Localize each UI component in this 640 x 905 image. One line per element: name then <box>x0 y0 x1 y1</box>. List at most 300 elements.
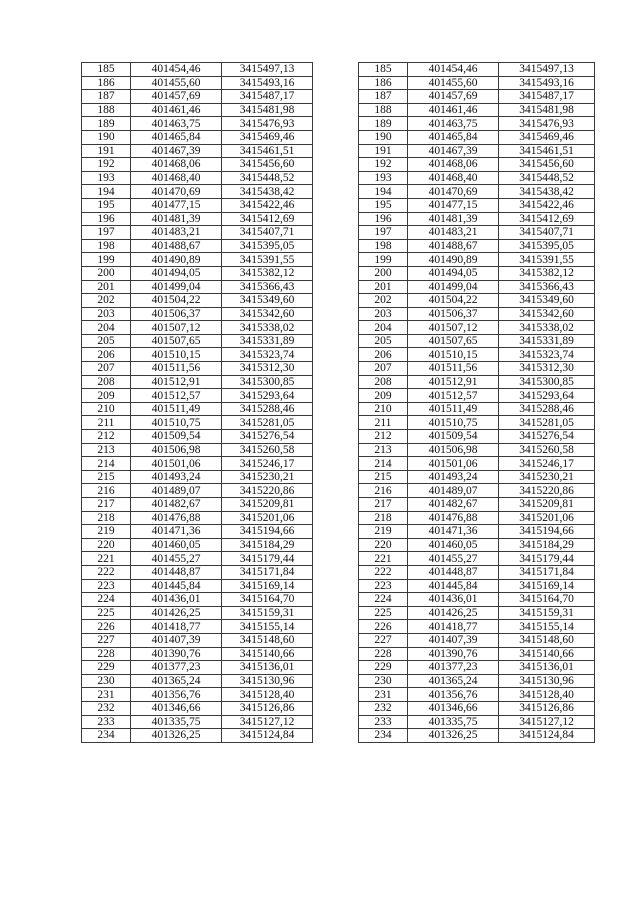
table-row <box>82 212 595 226</box>
right-x-coordinate: 401454,46 <box>408 63 499 77</box>
left-x-coordinate: 401455,60 <box>131 76 222 90</box>
right-x-coordinate: 401476,88 <box>408 511 499 525</box>
left-x-coordinate: 401468,40 <box>131 171 222 185</box>
left-x-coordinate: 401488,67 <box>131 239 222 253</box>
right-x-coordinate: 401494,05 <box>408 266 499 280</box>
right-y-coordinate: 3415476,93 <box>499 117 595 131</box>
column-gap <box>313 158 359 172</box>
right-x-coordinate: 401489,07 <box>408 484 499 498</box>
left-y-coordinate: 3415140,66 <box>222 647 313 661</box>
left-point-number: 234 <box>82 729 131 743</box>
right-point-number: 186 <box>359 76 408 90</box>
right-y-coordinate: 3415438,42 <box>499 185 595 199</box>
table-row <box>82 606 595 620</box>
left-point-number: 185 <box>82 63 131 77</box>
column-gap <box>313 688 359 702</box>
right-point-number: 197 <box>359 226 408 240</box>
column-gap <box>313 729 359 743</box>
left-point-number: 227 <box>82 633 131 647</box>
right-x-coordinate: 401499,04 <box>408 280 499 294</box>
left-y-coordinate: 3415481,98 <box>222 103 313 117</box>
left-y-coordinate: 3415412,69 <box>222 212 313 226</box>
column-gap <box>313 280 359 294</box>
left-y-coordinate: 3415487,17 <box>222 90 313 104</box>
left-y-coordinate: 3415448,52 <box>222 171 313 185</box>
right-x-coordinate: 401493,24 <box>408 470 499 484</box>
column-gap <box>313 443 359 457</box>
column-gap <box>313 701 359 715</box>
column-gap <box>313 525 359 539</box>
right-y-coordinate: 3415184,29 <box>499 538 595 552</box>
left-y-coordinate: 3415230,21 <box>222 470 313 484</box>
right-x-coordinate: 401468,40 <box>408 171 499 185</box>
right-point-number: 187 <box>359 90 408 104</box>
table-row <box>82 701 595 715</box>
column-gap <box>313 674 359 688</box>
right-point-number: 193 <box>359 171 408 185</box>
right-point-number: 189 <box>359 117 408 131</box>
right-y-coordinate: 3415300,85 <box>499 375 595 389</box>
left-y-coordinate: 3415159,31 <box>222 606 313 620</box>
table-row <box>82 198 595 212</box>
left-point-number: 230 <box>82 674 131 688</box>
right-x-coordinate: 401455,60 <box>408 76 499 90</box>
column-gap <box>313 253 359 267</box>
left-point-number: 203 <box>82 307 131 321</box>
left-point-number: 191 <box>82 144 131 158</box>
right-y-coordinate: 3415260,58 <box>499 443 595 457</box>
right-y-coordinate: 3415276,54 <box>499 430 595 444</box>
left-point-number: 192 <box>82 158 131 172</box>
left-x-coordinate: 401426,25 <box>131 606 222 620</box>
left-x-coordinate: 401461,46 <box>131 103 222 117</box>
right-point-number: 208 <box>359 375 408 389</box>
table-row <box>82 579 595 593</box>
left-point-number: 231 <box>82 688 131 702</box>
right-point-number: 201 <box>359 280 408 294</box>
left-point-number: 223 <box>82 579 131 593</box>
left-y-coordinate: 3415201,06 <box>222 511 313 525</box>
table-row <box>82 620 595 634</box>
left-point-number: 197 <box>82 226 131 240</box>
right-y-coordinate: 3415349,60 <box>499 294 595 308</box>
table-row <box>82 171 595 185</box>
right-point-number: 217 <box>359 498 408 512</box>
right-y-coordinate: 3415338,02 <box>499 321 595 335</box>
right-y-coordinate: 3415127,12 <box>499 715 595 729</box>
right-x-coordinate: 401390,76 <box>408 647 499 661</box>
right-y-coordinate: 3415407,71 <box>499 226 595 240</box>
column-gap <box>313 212 359 226</box>
right-point-number: 221 <box>359 552 408 566</box>
table-row <box>82 253 595 267</box>
left-y-coordinate: 3415184,29 <box>222 538 313 552</box>
right-y-coordinate: 3415159,31 <box>499 606 595 620</box>
left-point-number: 193 <box>82 171 131 185</box>
left-x-coordinate: 401507,12 <box>131 321 222 335</box>
right-x-coordinate: 401445,84 <box>408 579 499 593</box>
left-y-coordinate: 3415127,12 <box>222 715 313 729</box>
right-x-coordinate: 401326,25 <box>408 729 499 743</box>
table-row <box>82 729 595 743</box>
left-y-coordinate: 3415276,54 <box>222 430 313 444</box>
right-y-coordinate: 3415126,86 <box>499 701 595 715</box>
left-point-number: 232 <box>82 701 131 715</box>
right-point-number: 198 <box>359 239 408 253</box>
column-gap <box>313 511 359 525</box>
left-point-number: 224 <box>82 593 131 607</box>
right-point-number: 207 <box>359 362 408 376</box>
left-point-number: 211 <box>82 416 131 430</box>
right-y-coordinate: 3415422,46 <box>499 198 595 212</box>
left-point-number: 220 <box>82 538 131 552</box>
left-y-coordinate: 3415246,17 <box>222 457 313 471</box>
left-y-coordinate: 3415331,89 <box>222 334 313 348</box>
right-point-number: 227 <box>359 633 408 647</box>
table-row <box>82 552 595 566</box>
table-row <box>82 130 595 144</box>
left-x-coordinate: 401477,15 <box>131 198 222 212</box>
right-x-coordinate: 401506,37 <box>408 307 499 321</box>
right-y-coordinate: 3415469,46 <box>499 130 595 144</box>
right-point-number: 230 <box>359 674 408 688</box>
right-point-number: 231 <box>359 688 408 702</box>
column-gap <box>313 593 359 607</box>
left-x-coordinate: 401506,37 <box>131 307 222 321</box>
table-row <box>82 294 595 308</box>
left-x-coordinate: 401504,22 <box>131 294 222 308</box>
left-x-coordinate: 401470,69 <box>131 185 222 199</box>
left-y-coordinate: 3415493,16 <box>222 76 313 90</box>
table-row <box>82 144 595 158</box>
table-row <box>82 117 595 131</box>
right-y-coordinate: 3415171,84 <box>499 565 595 579</box>
table-row <box>82 63 595 77</box>
left-point-number: 194 <box>82 185 131 199</box>
left-x-coordinate: 401481,39 <box>131 212 222 226</box>
table-row <box>82 565 595 579</box>
left-x-coordinate: 401448,87 <box>131 565 222 579</box>
right-x-coordinate: 401511,56 <box>408 362 499 376</box>
left-y-coordinate: 3415220,86 <box>222 484 313 498</box>
table-row <box>82 416 595 430</box>
right-y-coordinate: 3415230,21 <box>499 470 595 484</box>
column-gap <box>313 484 359 498</box>
right-y-coordinate: 3415391,55 <box>499 253 595 267</box>
right-y-coordinate: 3415493,16 <box>499 76 595 90</box>
left-y-coordinate: 3415438,42 <box>222 185 313 199</box>
right-point-number: 220 <box>359 538 408 552</box>
column-gap <box>313 606 359 620</box>
column-gap <box>313 266 359 280</box>
left-y-coordinate: 3415126,86 <box>222 701 313 715</box>
left-point-number: 204 <box>82 321 131 335</box>
right-y-coordinate: 3415448,52 <box>499 171 595 185</box>
left-y-coordinate: 3415407,71 <box>222 226 313 240</box>
left-x-coordinate: 401454,46 <box>131 63 222 77</box>
left-y-coordinate: 3415461,51 <box>222 144 313 158</box>
left-x-coordinate: 401326,25 <box>131 729 222 743</box>
right-y-coordinate: 3415497,13 <box>499 63 595 77</box>
left-x-coordinate: 401493,24 <box>131 470 222 484</box>
left-y-coordinate: 3415128,40 <box>222 688 313 702</box>
left-y-coordinate: 3415130,96 <box>222 674 313 688</box>
column-gap <box>313 362 359 376</box>
left-point-number: 218 <box>82 511 131 525</box>
column-gap <box>313 457 359 471</box>
right-point-number: 222 <box>359 565 408 579</box>
left-y-coordinate: 3415497,13 <box>222 63 313 77</box>
column-gap <box>313 348 359 362</box>
left-y-coordinate: 3415366,43 <box>222 280 313 294</box>
column-gap <box>313 538 359 552</box>
right-point-number: 195 <box>359 198 408 212</box>
right-y-coordinate: 3415382,12 <box>499 266 595 280</box>
table-row <box>82 334 595 348</box>
table-row <box>82 239 595 253</box>
right-y-coordinate: 3415155,14 <box>499 620 595 634</box>
left-point-number: 205 <box>82 334 131 348</box>
left-x-coordinate: 401356,76 <box>131 688 222 702</box>
left-point-number: 190 <box>82 130 131 144</box>
left-x-coordinate: 401494,05 <box>131 266 222 280</box>
right-y-coordinate: 3415194,66 <box>499 525 595 539</box>
left-y-coordinate: 3415164,70 <box>222 593 313 607</box>
right-point-number: 202 <box>359 294 408 308</box>
right-point-number: 218 <box>359 511 408 525</box>
left-point-number: 222 <box>82 565 131 579</box>
left-y-coordinate: 3415323,74 <box>222 348 313 362</box>
left-point-number: 214 <box>82 457 131 471</box>
column-gap <box>313 470 359 484</box>
left-x-coordinate: 401511,56 <box>131 362 222 376</box>
left-point-number: 206 <box>82 348 131 362</box>
right-y-coordinate: 3415323,74 <box>499 348 595 362</box>
right-x-coordinate: 401448,87 <box>408 565 499 579</box>
left-x-coordinate: 401512,57 <box>131 389 222 403</box>
column-gap <box>313 647 359 661</box>
left-y-coordinate: 3415171,84 <box>222 565 313 579</box>
right-x-coordinate: 401465,84 <box>408 130 499 144</box>
column-gap <box>313 294 359 308</box>
left-point-number: 208 <box>82 375 131 389</box>
right-x-coordinate: 401463,75 <box>408 117 499 131</box>
right-y-coordinate: 3415412,69 <box>499 212 595 226</box>
right-y-coordinate: 3415128,40 <box>499 688 595 702</box>
column-gap <box>313 579 359 593</box>
right-point-number: 210 <box>359 402 408 416</box>
right-x-coordinate: 401482,67 <box>408 498 499 512</box>
right-y-coordinate: 3415169,14 <box>499 579 595 593</box>
column-gap <box>313 76 359 90</box>
right-y-coordinate: 3415209,81 <box>499 498 595 512</box>
left-x-coordinate: 401436,01 <box>131 593 222 607</box>
left-y-coordinate: 3415476,93 <box>222 117 313 131</box>
right-point-number: 191 <box>359 144 408 158</box>
column-gap <box>313 334 359 348</box>
right-y-coordinate: 3415201,06 <box>499 511 595 525</box>
left-y-coordinate: 3415169,14 <box>222 579 313 593</box>
column-gap <box>313 239 359 253</box>
table-row <box>82 280 595 294</box>
right-x-coordinate: 401407,39 <box>408 633 499 647</box>
left-point-number: 198 <box>82 239 131 253</box>
right-y-coordinate: 3415140,66 <box>499 647 595 661</box>
right-x-coordinate: 401506,98 <box>408 443 499 457</box>
right-x-coordinate: 401436,01 <box>408 593 499 607</box>
right-point-number: 205 <box>359 334 408 348</box>
right-y-coordinate: 3415293,64 <box>499 389 595 403</box>
left-point-number: 187 <box>82 90 131 104</box>
column-gap <box>313 103 359 117</box>
right-x-coordinate: 401471,36 <box>408 525 499 539</box>
left-y-coordinate: 3415288,46 <box>222 402 313 416</box>
table-row <box>82 389 595 403</box>
right-x-coordinate: 401483,21 <box>408 226 499 240</box>
right-point-number: 229 <box>359 661 408 675</box>
table-row <box>82 430 595 444</box>
column-gap <box>313 90 359 104</box>
left-point-number: 215 <box>82 470 131 484</box>
right-point-number: 226 <box>359 620 408 634</box>
right-y-coordinate: 3415136,01 <box>499 661 595 675</box>
left-x-coordinate: 401346,66 <box>131 701 222 715</box>
right-x-coordinate: 401346,66 <box>408 701 499 715</box>
left-y-coordinate: 3415395,05 <box>222 239 313 253</box>
left-x-coordinate: 401490,89 <box>131 253 222 267</box>
left-x-coordinate: 401506,98 <box>131 443 222 457</box>
right-x-coordinate: 401509,54 <box>408 430 499 444</box>
right-point-number: 232 <box>359 701 408 715</box>
column-gap <box>313 226 359 240</box>
left-x-coordinate: 401510,75 <box>131 416 222 430</box>
right-x-coordinate: 401418,77 <box>408 620 499 634</box>
left-point-number: 200 <box>82 266 131 280</box>
column-gap <box>313 633 359 647</box>
column-gap <box>313 416 359 430</box>
right-point-number: 228 <box>359 647 408 661</box>
left-point-number: 207 <box>82 362 131 376</box>
column-gap <box>313 185 359 199</box>
right-point-number: 199 <box>359 253 408 267</box>
right-y-coordinate: 3415366,43 <box>499 280 595 294</box>
right-y-coordinate: 3415342,60 <box>499 307 595 321</box>
left-point-number: 188 <box>82 103 131 117</box>
table-row <box>82 226 595 240</box>
table-row <box>82 511 595 525</box>
table-row <box>82 593 595 607</box>
right-point-number: 225 <box>359 606 408 620</box>
right-point-number: 233 <box>359 715 408 729</box>
right-point-number: 206 <box>359 348 408 362</box>
table-row <box>82 90 595 104</box>
left-point-number: 233 <box>82 715 131 729</box>
right-point-number: 209 <box>359 389 408 403</box>
left-point-number: 229 <box>82 661 131 675</box>
left-x-coordinate: 401365,24 <box>131 674 222 688</box>
right-x-coordinate: 401511,49 <box>408 402 499 416</box>
column-gap <box>313 661 359 675</box>
right-x-coordinate: 401501,06 <box>408 457 499 471</box>
right-y-coordinate: 3415246,17 <box>499 457 595 471</box>
left-x-coordinate: 401445,84 <box>131 579 222 593</box>
column-gap <box>313 130 359 144</box>
left-point-number: 201 <box>82 280 131 294</box>
table-row <box>82 457 595 471</box>
table-row <box>82 647 595 661</box>
left-x-coordinate: 401463,75 <box>131 117 222 131</box>
column-gap <box>313 389 359 403</box>
left-x-coordinate: 401511,49 <box>131 402 222 416</box>
right-point-number: 196 <box>359 212 408 226</box>
right-y-coordinate: 3415148,60 <box>499 633 595 647</box>
left-point-number: 217 <box>82 498 131 512</box>
column-gap <box>313 375 359 389</box>
table-row <box>82 633 595 647</box>
left-y-coordinate: 3415209,81 <box>222 498 313 512</box>
right-x-coordinate: 401512,91 <box>408 375 499 389</box>
left-x-coordinate: 401482,67 <box>131 498 222 512</box>
left-y-coordinate: 3415155,14 <box>222 620 313 634</box>
right-point-number: 213 <box>359 443 408 457</box>
left-y-coordinate: 3415338,02 <box>222 321 313 335</box>
left-point-number: 210 <box>82 402 131 416</box>
right-y-coordinate: 3415220,86 <box>499 484 595 498</box>
right-y-coordinate: 3415456,60 <box>499 158 595 172</box>
right-point-number: 203 <box>359 307 408 321</box>
coordinate-table <box>81 62 595 743</box>
left-x-coordinate: 401455,27 <box>131 552 222 566</box>
table-row <box>82 443 595 457</box>
left-x-coordinate: 401510,15 <box>131 348 222 362</box>
right-x-coordinate: 401488,67 <box>408 239 499 253</box>
table-row <box>82 470 595 484</box>
right-x-coordinate: 401461,46 <box>408 103 499 117</box>
table-row <box>82 375 595 389</box>
left-x-coordinate: 401499,04 <box>131 280 222 294</box>
right-x-coordinate: 401477,15 <box>408 198 499 212</box>
right-y-coordinate: 3415461,51 <box>499 144 595 158</box>
left-y-coordinate: 3415194,66 <box>222 525 313 539</box>
right-y-coordinate: 3415281,05 <box>499 416 595 430</box>
left-y-coordinate: 3415179,44 <box>222 552 313 566</box>
right-point-number: 234 <box>359 729 408 743</box>
column-gap <box>313 144 359 158</box>
column-gap <box>313 430 359 444</box>
left-x-coordinate: 401335,75 <box>131 715 222 729</box>
column-gap <box>313 321 359 335</box>
right-x-coordinate: 401377,23 <box>408 661 499 675</box>
left-y-coordinate: 3415456,60 <box>222 158 313 172</box>
table-row <box>82 321 595 335</box>
right-x-coordinate: 401365,24 <box>408 674 499 688</box>
right-x-coordinate: 401460,05 <box>408 538 499 552</box>
right-x-coordinate: 401468,06 <box>408 158 499 172</box>
table-row <box>82 538 595 552</box>
left-x-coordinate: 401471,36 <box>131 525 222 539</box>
left-y-coordinate: 3415300,85 <box>222 375 313 389</box>
right-x-coordinate: 401507,65 <box>408 334 499 348</box>
table-row <box>82 525 595 539</box>
table-row <box>82 103 595 117</box>
left-point-number: 189 <box>82 117 131 131</box>
left-point-number: 212 <box>82 430 131 444</box>
left-x-coordinate: 401501,06 <box>131 457 222 471</box>
table-row <box>82 158 595 172</box>
right-point-number: 190 <box>359 130 408 144</box>
left-x-coordinate: 401377,23 <box>131 661 222 675</box>
right-x-coordinate: 401512,57 <box>408 389 499 403</box>
